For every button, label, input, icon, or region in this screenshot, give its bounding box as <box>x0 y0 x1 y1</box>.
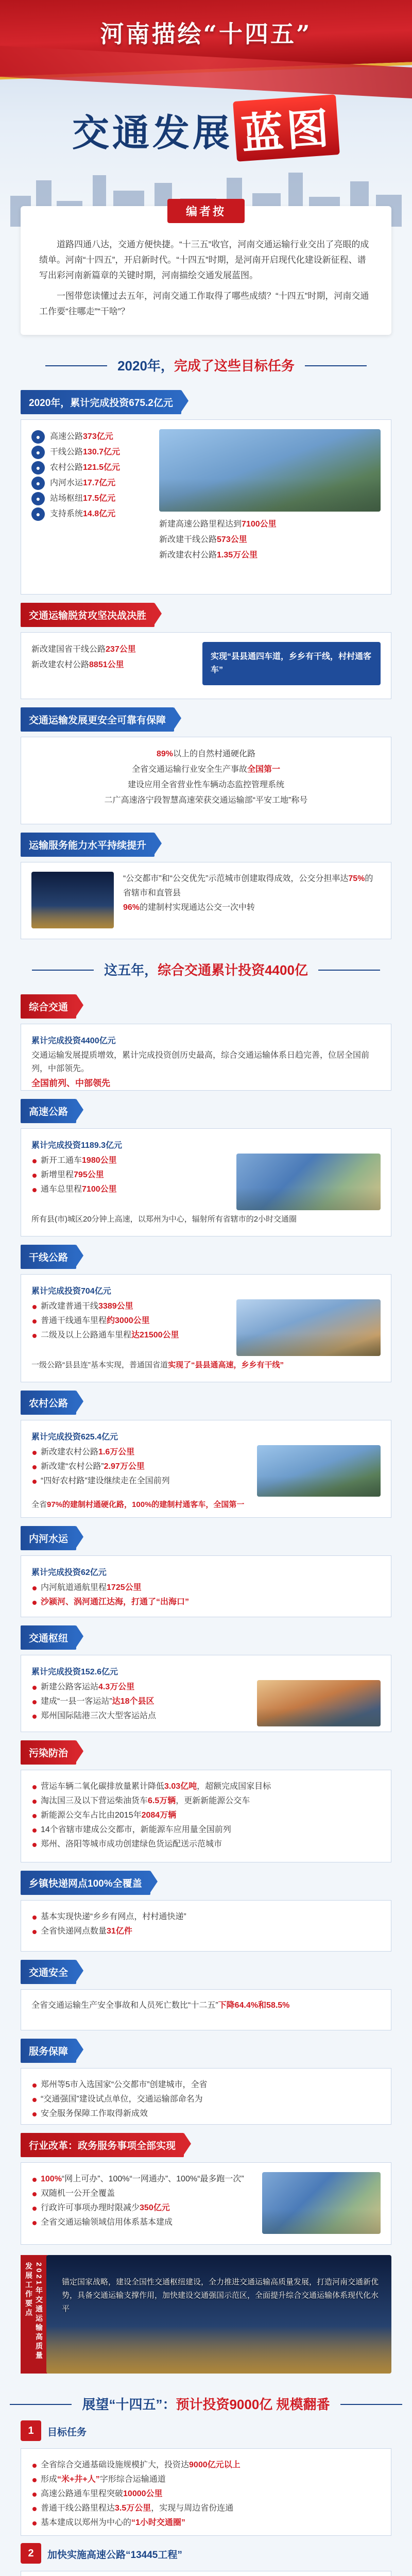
trunk-box: 累计完成投资704亿元 新改建普通干线3389公里 普通干线通车里程约3000公里 二级及以上公路通车里程达21500公里 一级公路“县县连”基本实现，普通国省道实现了“县县通高速，乡乡有干线” <box>21 1274 391 1382</box>
pollution-box: 营运车辆二氧化碳排放量累计降低3.03亿吨，超额完成国家目标 淘汰国三及以下营运柴油货车6.5万辆，更新新能源公交车 新能源公交车占比由2015年2084万辆 14个省辖市建成公交都市，新能源车应用量全国前列 郑州、洛阳等城市成功创建绿色货运配送示范城市 <box>21 1770 391 1862</box>
general-bar: 综合交通 <box>21 994 76 1019</box>
service-box-2020: 89% 以上的自然村通硬化路 全省交通运输行业安全生产事故 全国第一 建设应用全省营业性车辆动态监控管理系统 二广高速洛宁段 智慧高速荣获交通运输部“平安工地”称号 <box>21 737 391 824</box>
section-5yr-main: 综合交通累计投资4400亿 <box>158 962 308 978</box>
highway-bar: 高速公路 <box>21 1099 76 1123</box>
section-2020-main: 完成了这些目标任务 <box>174 358 295 374</box>
hub-bar: 交通枢纽 <box>21 1625 76 1650</box>
title-part-b: 蓝图 <box>233 94 340 162</box>
express-box: 基本实现快递“乡乡有网点，村村通快递” 全省快递网点数量31亿件 <box>21 1900 391 1952</box>
section-plan-prefix: 展望“十四五”： <box>82 2397 176 2412</box>
dot-icon: ● <box>31 461 45 474</box>
poverty-bar-2020: 交通运输脱贫攻坚决战决胜 <box>21 603 154 627</box>
transit-bar-2020: 运输服务能力水平持续提升 <box>21 833 154 857</box>
express-bar: 乡镇快递网点100%全覆盖 <box>21 1871 150 1895</box>
invest-2020-box <box>21 419 391 595</box>
reform-bar: 行业改革：政务服务事项全部实现 <box>21 2133 184 2157</box>
poverty-box-2020: 新改建国省干线公路 237公里 新改建农村公路 8851公里 实现“县县通四车道，乡乡有干线，村村通客车” <box>21 632 391 699</box>
highway-photo <box>159 429 381 512</box>
bus-photo <box>31 872 114 928</box>
section-plan-title <box>0 2394 412 2413</box>
dot-icon: ● <box>31 492 45 505</box>
general-box: 累计完成投资4400亿元 交通运输发展提质增效，累计完成投资创历史最高，综合交通运输体系日趋完善，位居全国前列，中部领先。 全国前列、中部领先 <box>21 1024 391 1091</box>
pollution-bar: 污染防治 <box>21 1740 76 1765</box>
editor-note <box>21 206 391 335</box>
section-plan-main: 预计投资9000亿 规模翻番 <box>176 2397 330 2412</box>
editor-paragraph-1: 道路四通八达，交通方便快捷。“十三五”收官，河南交通运输行业交出了亮眼的成绩单。河南“十四五”，开启新时代。“十四五”时期，是河南开启现代化建设新征程、谱写出彩河南新篇章的关键时期，河南描绘交通发展蓝图。 <box>39 240 369 280</box>
section-5yr-title <box>0 960 412 979</box>
header-topline: 河南描绘“十四五” <box>100 20 312 48</box>
water-box: 累计完成投资62亿元 内河航道通航里程1725公里 沙颍河、涡河通江达海，打通了“出海口” <box>21 1555 391 1617</box>
people-box: 郑州等5市入选国家“公交都市”创建城市，全省 “交通强国”建设试点单位，交通运输部命名为 安全服务保障工作取得新成效 <box>21 2068 391 2125</box>
rural-box: 累计完成投资625.4亿元 新改建农村公路1.6万公里 新改建“农村公路”2.97万公里 “四好农村路”建设继续走在全国前列 全省97%的建制村通硬化路，100%的建制村通客车，全国第一 <box>21 1420 391 1518</box>
poverty-callout: 实现“县县通四车道，乡乡有干线，村村通客车” <box>202 642 381 685</box>
section-2020-title <box>0 355 412 375</box>
invest-2020-list: ● 高速公路 373亿元 ● 干线公路 130.7亿元 ● 农村公路 121.5亿元 ● 内河水运 17.7亿元 ● 站场枢纽 17.5亿元 ● 支持系统 14.8亿元 <box>31 429 150 563</box>
plan-item-2: 2 加快实施高速公路“13445工程” <box>21 2543 391 2564</box>
invest-2020-bar: 2020年，累计完成投资675.2亿元 <box>21 390 181 414</box>
editor-paragraph-2: 一图带您读懂过去五年，河南交通工作取得了哪些成绩？“十四五”时期，河南交通工作要“往哪走”“干啥”？ <box>39 291 369 316</box>
expressway-kpi-box <box>21 2571 391 2576</box>
highway-interchange-photo <box>236 1154 381 1210</box>
bridge-photo <box>262 2172 381 2234</box>
header-banner <box>0 0 412 227</box>
title-part-a: 交通发展 <box>72 111 233 155</box>
safety-box: 全省交通运输生产安全事故和人员死亡数比“十二五”下降64.4%和58.5% <box>21 1989 391 2030</box>
reform-box: 100%“网上可办”、100%“一网通办”、100%“最多跑一次” 双随机一公开全覆盖 行政许可事项办理时限减少350亿元 全省交通运输领域信用体系基本建成 <box>21 2162 391 2245</box>
editor-tag: 编者按 <box>167 199 245 223</box>
side-label-2021: 2021年交通运输高质量发展工作要点 <box>21 2255 47 2374</box>
section-5yr-prefix: 这五年， <box>104 962 158 978</box>
rural-bar: 农村公路 <box>21 1391 76 1415</box>
page-title <box>0 98 412 158</box>
transit-box-2020: “公交都市”和“公交优先”示范城市创建取得成效，公交分担率达75%的省辖市和直管县 96%的建制村实现通达公交一次中转 <box>21 862 391 939</box>
key-points-2021 <box>21 2255 391 2374</box>
service-bar-2020: 交通运输发展更安全可靠有保障 <box>21 707 174 732</box>
dot-icon: ● <box>31 507 45 521</box>
people-bar: 服务保障 <box>21 2039 76 2063</box>
dot-icon: ● <box>31 477 45 490</box>
hub-box: 累计完成投资152.6亿元 新建公路客运站4.3万公里 建成“一县一客运站”达18个县区 郑州国际陆港三次大型客运站点 <box>21 1655 391 1732</box>
dot-icon: ● <box>31 430 45 444</box>
plan-item-1: 1 目标任务 <box>21 2420 391 2441</box>
safety-bar: 交通安全 <box>21 1960 76 1984</box>
hub-station-photo <box>257 1680 381 1726</box>
trunk-bar: 干线公路 <box>21 1245 76 1269</box>
trunk-road-photo <box>236 1299 381 1356</box>
section-2020-prefix: 2020年， <box>117 358 174 374</box>
water-bar: 内河水运 <box>21 1526 76 1550</box>
highway-box: 累计完成投资1189.3亿元 新开工通车1980公里 新增里程795公里 通车总里程7100公里 所有县(市)城区20分钟上高速，以郑州为中心，辐射所有省辖市的2小时交通圈 <box>21 1128 391 1236</box>
rural-road-photo <box>257 1445 381 1497</box>
key-points-text: 锚定国家战略，建设全国性交通枢纽建设，全力推进交通运输高质量发展，打造河南交通新优势，具备交通运输支撑作用，加快建设交通强国示范区，全面提升综合交通运输体系现代化水平 <box>62 2278 379 2313</box>
plan-goals-box: 全省综合交通基础设施规模扩大，投资达9000亿元以上 形成“米+井+人”字形综合运输通道 高速公路通车里程突破10000公里 普通干线公路里程达3.5万公里，实现与周边省份连通 基本建成以郑州为中心的“1小时交通圈” <box>21 2448 391 2536</box>
dot-icon: ● <box>31 446 45 459</box>
road-stats-list: 新建高速公路里程达到 7100公里 新改建干线公路 573公里 新改建农村公路 1.35万公里 <box>159 520 277 560</box>
